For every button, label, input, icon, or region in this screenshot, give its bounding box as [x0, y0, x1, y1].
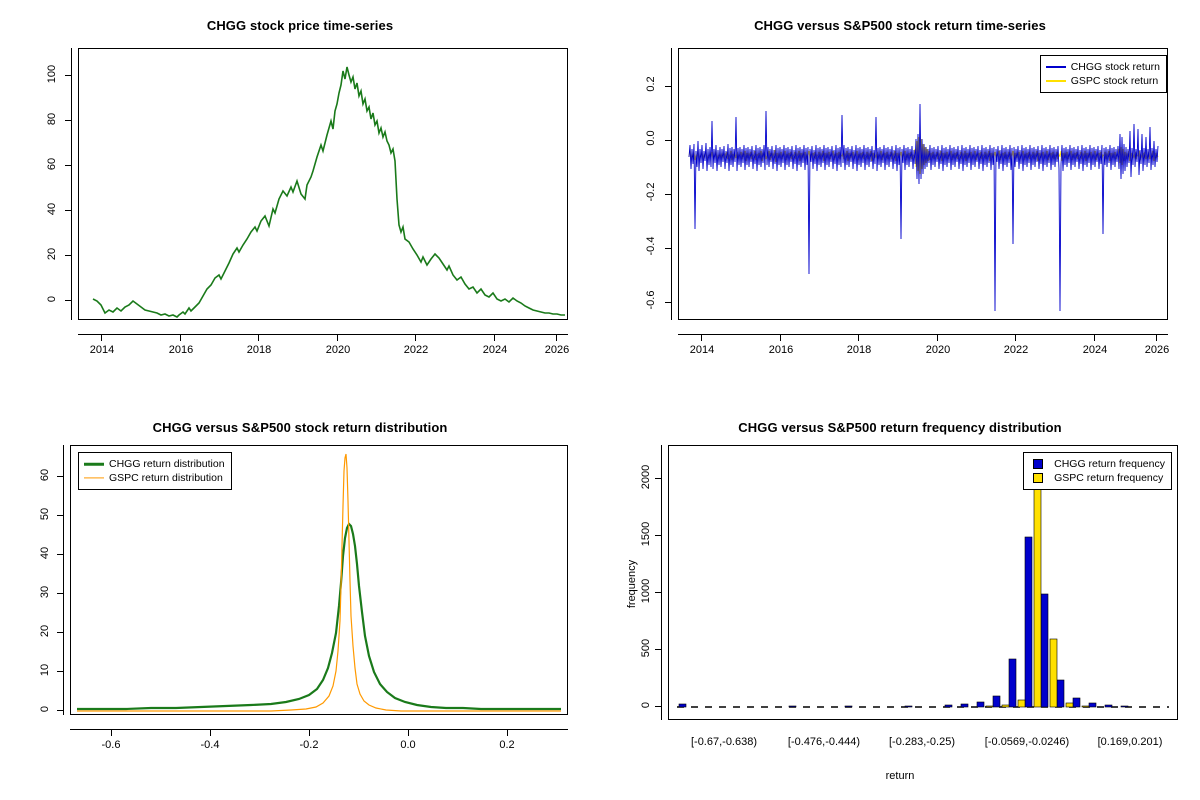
y-tick [655, 592, 662, 593]
y-tick-label: 20 [39, 624, 51, 638]
x-tick-label: 2020 [325, 344, 351, 356]
plot-area-price [78, 48, 568, 320]
panel-title: CHGG versus S&P500 return frequency distribution [738, 420, 1062, 435]
y-axis-line [63, 445, 64, 715]
y-axis-line [671, 48, 672, 320]
x-tick [556, 334, 557, 341]
x-tick [1156, 334, 1157, 341]
x-tick-label: 2016 [168, 344, 194, 356]
y-tick [665, 140, 672, 141]
y-tick [65, 300, 72, 301]
x-tick [337, 334, 338, 341]
y-tick [655, 649, 662, 650]
y-tick [665, 302, 672, 303]
x-tick [180, 334, 181, 341]
x-tick-label: -0.4 [200, 739, 220, 751]
x-tick-label: [-0.67,-0.638) [690, 736, 758, 748]
x-tick-label: 2014 [689, 344, 715, 356]
legend-item [1029, 457, 1165, 471]
x-tick [415, 334, 416, 341]
x-tick [780, 334, 781, 341]
legend-label: GSPC return distribution [109, 472, 223, 484]
x-tick-label: [-0.476,-0.444) [787, 736, 861, 748]
chgg-frequency-bars [679, 537, 1128, 707]
gspc-frequency-bars [986, 461, 1089, 707]
y-axis-line [661, 445, 662, 720]
x-tick-label: 2026 [544, 344, 570, 356]
y-tick [65, 255, 72, 256]
y-tick-label: 10 [39, 663, 51, 677]
y-tick [655, 706, 662, 707]
y-tick-label: 80 [46, 112, 58, 126]
y-tick-label: 40 [46, 202, 58, 216]
legend-label: GSPC return frequency [1054, 472, 1164, 484]
y-tick-label: 500 [640, 638, 652, 658]
legend-label: CHGG stock return [1070, 61, 1160, 73]
x-tick-label: -0.6 [101, 739, 121, 751]
y-tick-label: 60 [46, 157, 58, 171]
legend-item [1029, 471, 1165, 485]
x-tick [258, 334, 259, 341]
y-tick [65, 75, 72, 76]
y-tick [57, 515, 64, 516]
y-tick-label: 50 [39, 507, 51, 521]
y-tick-label: 100 [46, 64, 58, 84]
x-tick-label: 2014 [89, 344, 115, 356]
x-axis-line [70, 729, 568, 730]
y-tick [65, 120, 72, 121]
legend-label: GSPC stock return [1070, 75, 1159, 87]
y-tick-label: 2000 [640, 464, 652, 490]
y-tick [65, 165, 72, 166]
x-tick-label: 0.2 [499, 739, 515, 751]
legend-item [1046, 74, 1160, 88]
price-line-chart [79, 49, 567, 319]
line-icon [1046, 62, 1066, 72]
legend-label: CHGG return distribution [109, 458, 225, 470]
x-tick [858, 334, 859, 341]
x-tick-label: 2026 [1144, 344, 1170, 356]
x-tick-label: 2020 [925, 344, 951, 356]
x-tick-label: -0.2 [299, 739, 319, 751]
line-icon [84, 459, 104, 469]
chgg-return-series [689, 104, 1158, 311]
panel-price-timeseries [0, 0, 600, 400]
x-tick [701, 334, 702, 341]
square-icon [1029, 459, 1049, 469]
y-tick [665, 194, 672, 195]
x-tick-label: [-0.0569,-0.0246) [984, 736, 1070, 748]
x-tick-label: 2022 [1003, 344, 1029, 356]
panel-return-timeseries [600, 0, 1200, 400]
x-tick [937, 334, 938, 341]
y-tick [655, 478, 662, 479]
gspc-density-line [77, 454, 561, 711]
y-axis-line [71, 48, 72, 320]
x-axis-title: return [885, 770, 915, 782]
y-tick [57, 632, 64, 633]
x-tick [111, 729, 112, 736]
y-tick-label: 20 [46, 247, 58, 261]
y-tick-label: 0 [46, 295, 58, 303]
chgg-density-line [77, 524, 561, 709]
legend-return-distribution [78, 452, 232, 490]
y-axis-title: frequency [626, 559, 638, 609]
legend-return-frequency [1023, 452, 1172, 490]
line-icon [84, 473, 104, 483]
y-tick-label: 0.2 [645, 76, 657, 92]
y-tick-label: 0 [39, 705, 51, 713]
y-tick [655, 535, 662, 536]
y-tick-label: 1500 [640, 521, 652, 547]
line-icon [1046, 76, 1066, 86]
y-tick-label: 40 [39, 546, 51, 560]
x-tick [101, 334, 102, 341]
x-tick-label: [0.169,0.201) [1097, 736, 1163, 748]
y-tick-label: -0.4 [645, 236, 657, 256]
y-tick-label: 30 [39, 585, 51, 599]
y-tick [665, 248, 672, 249]
y-tick-label: 1000 [640, 578, 652, 604]
y-tick-label: -0.2 [645, 182, 657, 202]
x-tick-label: 0.0 [400, 739, 416, 751]
x-tick-label: 2018 [846, 344, 872, 356]
legend-return-timeseries [1040, 55, 1167, 93]
y-tick-label: -0.6 [645, 290, 657, 310]
x-tick [507, 729, 508, 736]
x-tick [408, 729, 409, 736]
price-series-line [93, 67, 565, 317]
y-tick-label: 0 [640, 701, 652, 709]
y-tick [57, 554, 64, 555]
x-tick [309, 729, 310, 736]
y-tick [57, 671, 64, 672]
x-tick-label: 2016 [768, 344, 794, 356]
x-tick [1015, 334, 1016, 341]
panel-title: CHGG stock price time-series [206, 18, 394, 33]
y-tick [57, 710, 64, 711]
y-tick [665, 86, 672, 87]
x-tick-label: [-0.283,-0.25) [888, 736, 956, 748]
legend-item [1046, 60, 1160, 74]
x-tick-label: 2022 [403, 344, 429, 356]
y-tick-label: 0.0 [645, 130, 657, 146]
panel-title: CHGG versus S&P500 stock return time-series [754, 18, 1046, 33]
x-tick [494, 334, 495, 341]
x-tick-label: 2024 [482, 344, 508, 356]
y-tick [57, 476, 64, 477]
panel-return-frequency [600, 400, 1200, 800]
x-tick-label: 2018 [246, 344, 272, 356]
y-tick [57, 593, 64, 594]
legend-label: CHGG return frequency [1054, 458, 1165, 470]
panel-title: CHGG versus S&P500 stock return distribution [152, 420, 448, 435]
square-icon [1029, 473, 1049, 483]
x-tick [1094, 334, 1095, 341]
x-tick-label: 2024 [1082, 344, 1108, 356]
x-tick [210, 729, 211, 736]
panel-return-distribution [0, 400, 600, 800]
y-tick-label: 60 [39, 468, 51, 482]
y-tick [65, 210, 72, 211]
legend-item [84, 471, 225, 485]
legend-item [84, 457, 225, 471]
